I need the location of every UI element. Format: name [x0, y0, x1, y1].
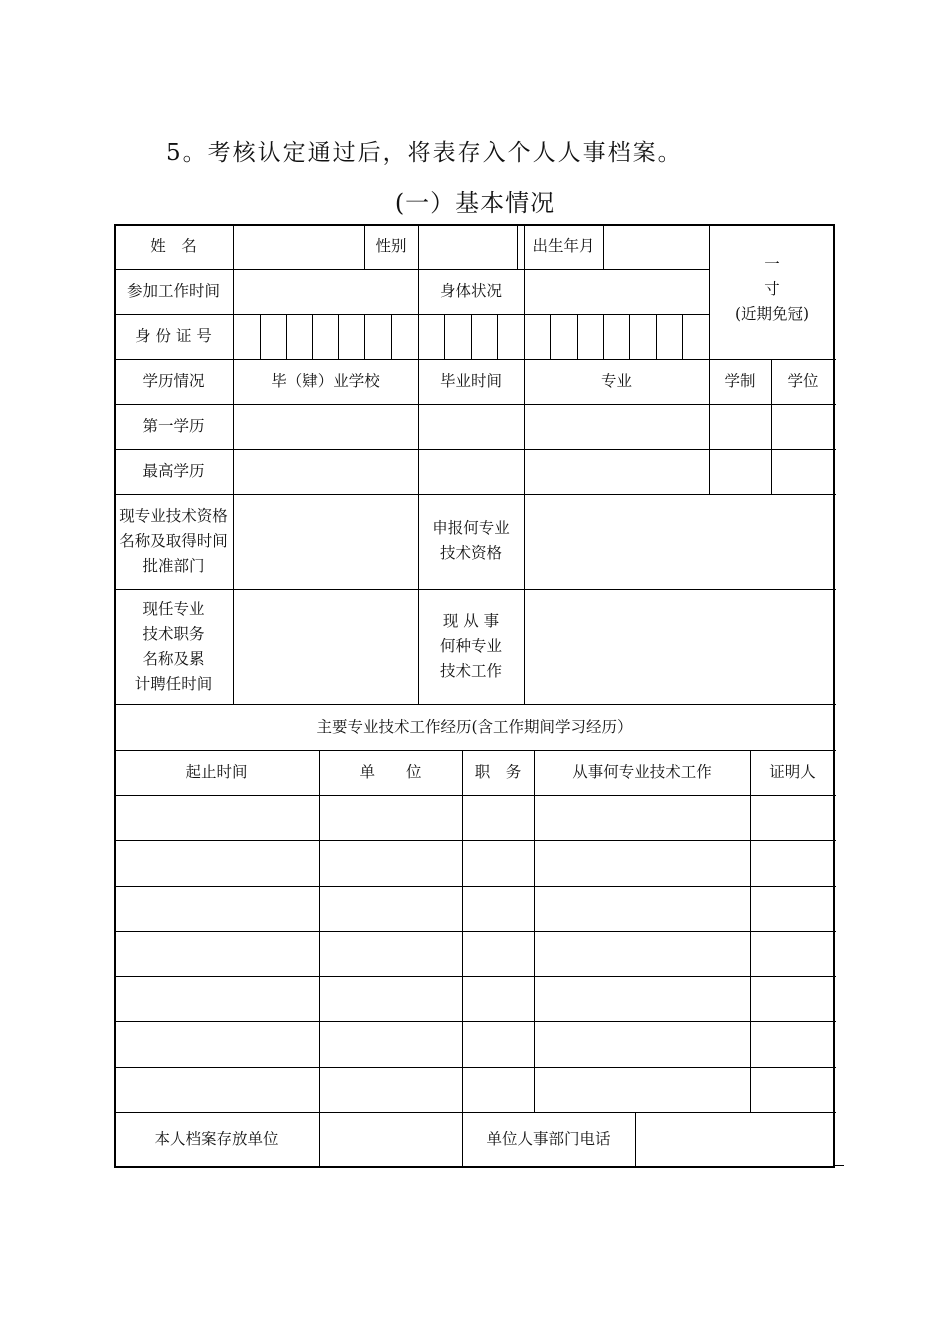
experience-row-1-witness-field[interactable]: [751, 796, 834, 839]
highest-grad-time-field[interactable]: [419, 450, 523, 493]
photo-placeholder-label: 一 寸 (近期免冠): [734, 255, 810, 323]
experience-row-4-work-field[interactable]: [535, 932, 749, 975]
experience-row-7-witness-field[interactable]: [751, 1068, 834, 1111]
grid-line: [550, 314, 551, 360]
experience-row-7-time-field[interactable]: [115, 1068, 318, 1111]
grid-line: [364, 314, 365, 360]
first-length-field[interactable]: [710, 405, 770, 448]
id-number-label: 身 份 证 号: [135, 327, 212, 345]
grid-line: [656, 314, 657, 360]
grid-line: [444, 314, 445, 360]
grid-line: [260, 314, 261, 360]
hr-phone-label: 单位人事部门电话: [486, 1130, 611, 1148]
grid-line: [312, 314, 313, 360]
name-field[interactable]: [234, 225, 363, 268]
first-degree-label: 第一学历: [142, 417, 205, 435]
current-work-field[interactable]: [525, 590, 834, 703]
experience-row-1-time-field[interactable]: [115, 796, 318, 839]
gender-field[interactable]: [419, 225, 523, 268]
gender-label: 性别: [375, 237, 407, 255]
experience-row-3-time-field[interactable]: [115, 887, 318, 930]
experience-row-2-time-field[interactable]: [115, 841, 318, 885]
experience-position-header: 职 务: [474, 763, 522, 781]
experience-row-4-position-field[interactable]: [463, 932, 533, 975]
birth-date-label: 出生年月: [532, 237, 595, 255]
experience-row-1-work-field[interactable]: [535, 796, 749, 839]
archive-location-label: 本人档案存放单位: [154, 1130, 279, 1148]
grid-line: [497, 314, 498, 360]
experience-row-5-witness-field[interactable]: [751, 977, 834, 1020]
work-start-field[interactable]: [234, 270, 417, 313]
grid-line: [524, 314, 525, 360]
experience-row-6-time-field[interactable]: [115, 1022, 318, 1066]
study-length-header: 学制: [724, 372, 756, 390]
grid-line: [577, 314, 578, 360]
highest-major-field[interactable]: [525, 450, 708, 493]
experience-row-6-witness-field[interactable]: [751, 1022, 834, 1066]
health-status-field[interactable]: [525, 270, 708, 313]
name-label: 姓 名: [150, 237, 197, 255]
first-grad-time-field[interactable]: [419, 405, 523, 448]
experience-row-7-work-field[interactable]: [535, 1068, 749, 1111]
experience-row-6-position-field[interactable]: [463, 1022, 533, 1066]
grid-line: [418, 314, 419, 360]
archive-location-field[interactable]: [320, 1113, 461, 1166]
current-work-label: 现 从 事 何种专业 技术工作: [439, 612, 502, 680]
highest-degree-field[interactable]: [772, 450, 834, 493]
experience-row-2-work-field[interactable]: [535, 841, 749, 885]
school-header: 毕（肄）业学校: [271, 372, 380, 390]
experience-row-1-unit-field[interactable]: [320, 796, 461, 839]
current-qualification-label: 现专业技术资格 名称及取得时间 批准部门: [119, 507, 228, 575]
grid-line: [338, 314, 339, 360]
degree-header: 学位: [787, 372, 819, 390]
experience-time-header: 起止时间: [185, 763, 248, 781]
experience-unit-header: 单 位: [359, 763, 422, 781]
experience-row-2-unit-field[interactable]: [320, 841, 461, 885]
experience-row-5-time-field[interactable]: [115, 977, 318, 1020]
experience-witness-header: 证明人: [769, 763, 816, 781]
highest-degree-label: 最高学历: [142, 462, 205, 480]
experience-row-3-unit-field[interactable]: [320, 887, 461, 930]
grid-line: [471, 314, 472, 360]
experience-row-5-work-field[interactable]: [535, 977, 749, 1020]
birth-date-field[interactable]: [604, 225, 708, 268]
health-status-label: 身体状况: [439, 282, 502, 300]
first-degree-field[interactable]: [772, 405, 834, 448]
experience-title: 主要专业技术工作经历(含工作期间学习经历）: [316, 717, 633, 736]
major-header: 专业: [600, 372, 632, 390]
experience-row-6-work-field[interactable]: [535, 1022, 749, 1066]
experience-row-4-time-field[interactable]: [115, 932, 318, 975]
first-school-field[interactable]: [234, 405, 417, 448]
experience-row-5-position-field[interactable]: [463, 977, 533, 1020]
hr-phone-field[interactable]: [636, 1113, 834, 1166]
grid-line: [391, 314, 392, 360]
grid-line: [682, 314, 683, 360]
experience-row-3-position-field[interactable]: [463, 887, 533, 930]
experience-row-6-unit-field[interactable]: [320, 1022, 461, 1066]
section-title: (一）基本情况: [394, 189, 556, 217]
grid-line: [629, 314, 630, 360]
grid-line: [603, 314, 604, 360]
first-major-field[interactable]: [525, 405, 708, 448]
education-header: 学历情况: [142, 372, 205, 390]
apply-qualification-label: 申报何专业 技术资格: [432, 519, 510, 562]
highest-school-field[interactable]: [234, 450, 417, 493]
apply-qualification-field[interactable]: [525, 495, 834, 588]
grid-line: [286, 314, 287, 360]
experience-row-2-witness-field[interactable]: [751, 841, 834, 885]
experience-row-5-unit-field[interactable]: [320, 977, 461, 1020]
current-post-field[interactable]: [234, 590, 417, 703]
table-corner-stub: [835, 1165, 844, 1166]
experience-row-3-work-field[interactable]: [535, 887, 749, 930]
grad-time-header: 毕业时间: [439, 372, 502, 390]
experience-row-4-unit-field[interactable]: [320, 932, 461, 975]
experience-work-header: 从事何专业技术工作: [572, 763, 712, 781]
experience-row-1-position-field[interactable]: [463, 796, 533, 839]
instruction-text: 5。考核认定通过后，将表存入个人人事档案。: [166, 140, 683, 166]
work-start-label: 参加工作时间: [126, 282, 220, 300]
highest-length-field[interactable]: [710, 450, 770, 493]
current-qualification-field[interactable]: [234, 495, 417, 588]
experience-row-4-witness-field[interactable]: [751, 932, 834, 975]
experience-row-2-position-field[interactable]: [463, 841, 533, 885]
experience-row-3-witness-field[interactable]: [751, 887, 834, 930]
experience-row-7-position-field[interactable]: [463, 1068, 533, 1111]
current-post-label: 现任专业 技术职务 名称及累 计聘任时间: [134, 599, 213, 693]
experience-row-7-unit-field[interactable]: [320, 1068, 461, 1111]
